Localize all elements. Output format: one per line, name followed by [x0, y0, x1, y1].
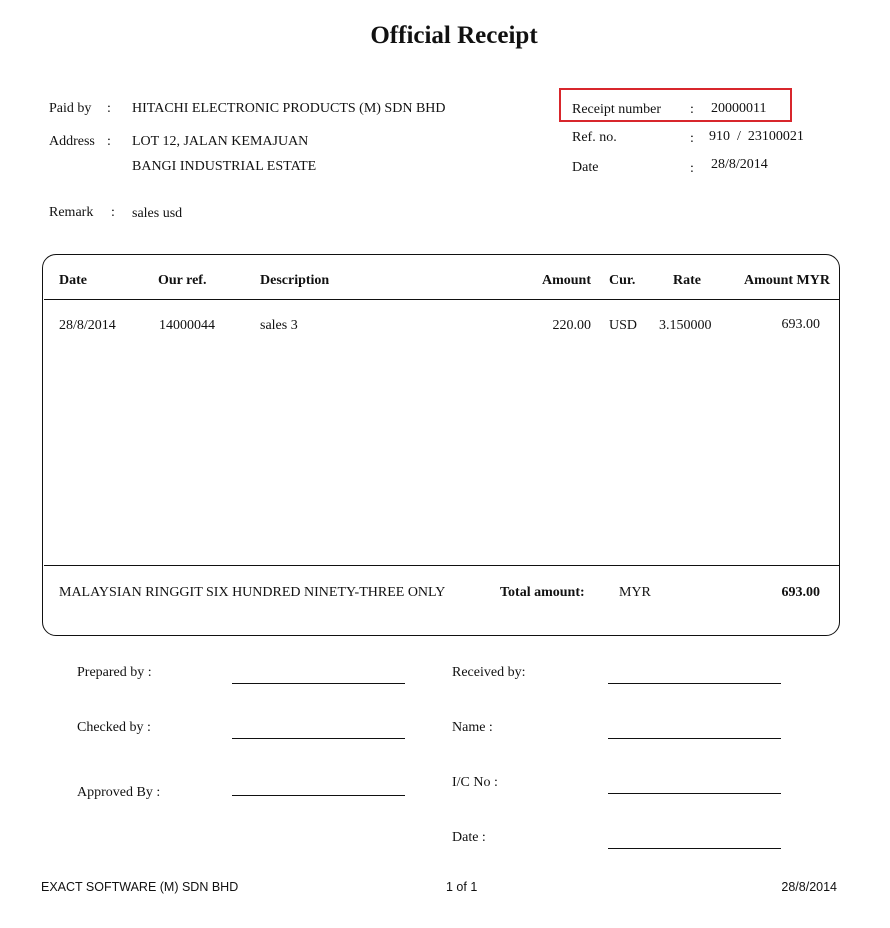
received-by-label: Received by: [452, 665, 526, 680]
total-currency: MYR [619, 585, 651, 600]
ref-no-colon: : [690, 131, 694, 146]
remark-value: sales usd [132, 206, 183, 221]
footer-date: 28/8/2014 [781, 880, 837, 894]
receipt-number-value: 20000011 [711, 101, 767, 116]
col-header-date: Date [59, 273, 87, 288]
receipt-number-label: Receipt number [572, 102, 662, 117]
date-value: 28/8/2014 [711, 157, 768, 172]
col-header-rate: Rate [673, 273, 701, 288]
items-table [42, 254, 840, 636]
address-label: Address [49, 134, 95, 149]
row-our-ref: 14000044 [159, 318, 215, 333]
checked-by-line [232, 738, 405, 739]
paid-by-colon: : [107, 101, 111, 116]
col-header-our-ref: Our ref. [158, 273, 207, 288]
total-amount-value: 693.00 [781, 585, 820, 600]
prepared-by-line [232, 683, 405, 684]
ref-no-label: Ref. no. [572, 130, 617, 145]
paid-by-label: Paid by [49, 101, 92, 116]
remark-colon: : [111, 205, 115, 220]
receipt-number-colon: : [690, 102, 694, 117]
name-line [608, 738, 781, 739]
date-colon: : [690, 161, 694, 176]
total-amount-label: Total amount: [500, 585, 585, 600]
col-header-description: Description [260, 273, 330, 288]
signature-date-line [608, 848, 781, 849]
row-currency: USD [609, 318, 638, 333]
table-header-divider [44, 299, 839, 300]
row-rate: 3.150000 [659, 318, 712, 333]
name-label: Name : [452, 720, 493, 735]
address-line-1: LOT 12, JALAN KEMAJUAN [132, 134, 309, 149]
amount-in-words: MALAYSIAN RINGGIT SIX HUNDRED NINETY-THREE ONLY [59, 585, 446, 600]
prepared-by-label: Prepared by : [77, 665, 152, 680]
received-by-line [608, 683, 781, 684]
address-line-2: BANGI INDUSTRIAL ESTATE [132, 159, 317, 174]
row-amount-myr: 693.00 [781, 317, 820, 332]
approved-by-label: Approved By : [77, 785, 161, 800]
remark-label: Remark [49, 205, 94, 220]
ref-no-value: 910 / 23100021 [709, 129, 804, 144]
checked-by-label: Checked by : [77, 720, 151, 735]
row-description: sales 3 [260, 318, 298, 333]
col-header-amount-myr: Amount MYR [744, 273, 830, 288]
ic-no-label: I/C No : [452, 775, 498, 790]
date-label: Date [572, 160, 599, 175]
page-title: Official Receipt [370, 22, 538, 49]
ic-no-line [608, 793, 781, 794]
footer-page-number: 1 of 1 [446, 880, 478, 894]
table-total-divider [44, 565, 839, 566]
col-header-amount: Amount [541, 273, 591, 288]
approved-by-line [232, 795, 405, 796]
col-header-cur: Cur. [609, 273, 636, 288]
footer-company: EXACT SOFTWARE (M) SDN BHD [41, 880, 239, 894]
address-colon: : [107, 134, 111, 149]
signature-date-label: Date : [452, 830, 486, 845]
row-date: 28/8/2014 [59, 318, 116, 333]
paid-by-value: HITACHI ELECTRONIC PRODUCTS (M) SDN BHD [132, 101, 446, 116]
row-amount: 220.00 [552, 318, 591, 333]
